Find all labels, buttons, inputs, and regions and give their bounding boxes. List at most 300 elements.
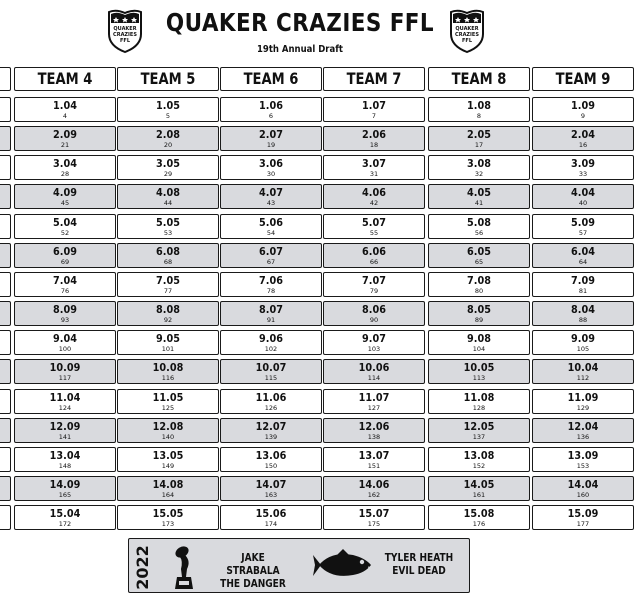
pick-cell bbox=[117, 330, 219, 355]
pick-overall-number: 138 bbox=[367, 432, 381, 441]
pick-round: 10.08 bbox=[152, 361, 184, 375]
pick-round: 4.07 bbox=[259, 186, 283, 200]
pick-cell bbox=[220, 359, 322, 384]
pick-round: 14.07 bbox=[255, 477, 287, 491]
pick-round: 7.09 bbox=[571, 273, 595, 287]
pick-overall-number: 7 bbox=[371, 112, 377, 120]
pick-cell bbox=[0, 476, 11, 501]
pick-round: 9.09 bbox=[571, 332, 595, 346]
pick-cell bbox=[117, 476, 219, 501]
pick-overall-number: 55 bbox=[369, 228, 379, 237]
pick-overall-number: 19 bbox=[266, 141, 276, 150]
pick-overall-number: 57 bbox=[578, 228, 588, 237]
pick-cell bbox=[323, 359, 425, 384]
pick-cell bbox=[14, 418, 116, 443]
team-header bbox=[220, 67, 322, 91]
pick-cell bbox=[14, 184, 116, 209]
pick-cell bbox=[220, 214, 322, 239]
pick-round: 2.09 bbox=[53, 128, 77, 142]
pick-round: 3.04 bbox=[53, 157, 77, 171]
pick-cell bbox=[220, 476, 322, 501]
svg-text:FFL: FFL bbox=[461, 38, 473, 44]
pick-round: 14.09 bbox=[49, 477, 81, 491]
pick-round: 1.08 bbox=[467, 99, 491, 112]
pick-overall-number: 66 bbox=[369, 257, 379, 266]
pick-round: 11.09 bbox=[567, 390, 599, 404]
pick-overall-number: 141 bbox=[58, 432, 72, 441]
pick-round: 12.05 bbox=[463, 419, 495, 433]
pick-overall-number: 173 bbox=[161, 520, 175, 529]
pick-round: 10.06 bbox=[358, 361, 390, 375]
pick-cell bbox=[532, 155, 634, 180]
pick-cell bbox=[14, 359, 116, 384]
pick-cell bbox=[117, 301, 219, 326]
pick-round: 12.06 bbox=[358, 419, 390, 433]
pick-cell bbox=[532, 389, 634, 414]
pick-overall-number: 41 bbox=[474, 199, 484, 208]
pick-cell bbox=[323, 214, 425, 239]
pick-cell bbox=[323, 126, 425, 151]
pick-cell bbox=[220, 184, 322, 209]
pick-overall-number: 139 bbox=[264, 432, 278, 441]
pick-overall-number: 17 bbox=[474, 141, 484, 150]
pick-cell bbox=[323, 301, 425, 326]
pick-round: 7.04 bbox=[53, 273, 77, 287]
pick-round: 4.05 bbox=[467, 186, 491, 200]
pick-round: 11.07 bbox=[358, 390, 390, 404]
pick-round: 4.06 bbox=[362, 186, 386, 200]
pick-cell bbox=[14, 243, 116, 268]
pick-cell bbox=[323, 447, 425, 472]
pick-cell bbox=[0, 155, 11, 180]
pick-cell bbox=[428, 330, 530, 355]
pick-overall-number: 113 bbox=[472, 374, 486, 383]
pick-overall-number: 140 bbox=[161, 432, 175, 441]
pick-cell bbox=[532, 359, 634, 384]
pick-round: 4.04 bbox=[571, 186, 595, 200]
pick-round: 6.06 bbox=[362, 244, 386, 258]
pick-cell bbox=[220, 447, 322, 472]
pick-cell bbox=[323, 505, 425, 530]
pick-round: 1.04 bbox=[53, 99, 77, 112]
pick-cell bbox=[14, 214, 116, 239]
pick-cell bbox=[117, 97, 219, 122]
pick-cell bbox=[220, 418, 322, 443]
pick-round: 2.05 bbox=[467, 128, 491, 142]
pick-overall-number: 125 bbox=[161, 403, 175, 412]
pick-round: 6.08 bbox=[156, 244, 180, 258]
page-title: QUAKER CRAZIES FFL bbox=[165, 8, 435, 37]
pick-overall-number: 93 bbox=[60, 316, 70, 325]
pick-overall-number: 163 bbox=[264, 490, 278, 499]
pick-round: 13.07 bbox=[358, 448, 390, 462]
pick-cell bbox=[220, 301, 322, 326]
pick-cell bbox=[0, 505, 11, 530]
last-place-team: EVIL DEAD bbox=[392, 565, 446, 577]
pick-overall-number: 67 bbox=[266, 257, 276, 266]
pick-round: 8.06 bbox=[362, 303, 386, 317]
pick-overall-number: 76 bbox=[60, 286, 70, 295]
champion-name: JAKE STRABALA bbox=[226, 552, 280, 577]
pick-round: 15.07 bbox=[358, 507, 390, 521]
pick-cell bbox=[428, 418, 530, 443]
pick-cell bbox=[0, 389, 11, 414]
pick-round: 15.06 bbox=[255, 507, 287, 521]
pick-overall-number: 90 bbox=[369, 316, 379, 325]
pick-cell bbox=[14, 476, 116, 501]
pick-round: 3.07 bbox=[362, 157, 386, 171]
pick-round: 7.05 bbox=[156, 273, 180, 287]
pick-round: 6.07 bbox=[259, 244, 283, 258]
pick-round: 10.09 bbox=[49, 361, 81, 375]
pick-overall-number: 81 bbox=[578, 286, 588, 295]
trophy-icon bbox=[169, 543, 199, 591]
pick-overall-number: 100 bbox=[58, 345, 72, 354]
header bbox=[0, 0, 600, 66]
pick-round: 7.06 bbox=[259, 273, 283, 287]
svg-text:QUAKER: QUAKER bbox=[455, 26, 479, 32]
pick-overall-number: 79 bbox=[369, 286, 379, 295]
pick-cell bbox=[0, 243, 11, 268]
pick-overall-number: 68 bbox=[163, 257, 173, 266]
pick-cell bbox=[14, 447, 116, 472]
pick-cell bbox=[428, 301, 530, 326]
pick-overall-number: 56 bbox=[474, 228, 484, 237]
pick-overall-number: 103 bbox=[367, 345, 381, 354]
pick-overall-number: 177 bbox=[576, 520, 590, 529]
team-name: TEAM 9 bbox=[555, 69, 611, 88]
pick-overall-number: 77 bbox=[163, 286, 173, 295]
pick-overall-number: 53 bbox=[163, 228, 173, 237]
league-shield-logo bbox=[448, 8, 486, 54]
pick-overall-number: 31 bbox=[369, 170, 379, 179]
pick-overall-number: 176 bbox=[472, 520, 486, 529]
pick-round: 7.08 bbox=[467, 273, 491, 287]
pick-cell bbox=[428, 272, 530, 297]
pick-round: 10.05 bbox=[463, 361, 495, 375]
pick-round: 9.05 bbox=[156, 332, 180, 346]
pick-overall-number: 160 bbox=[576, 490, 590, 499]
pick-overall-number: 4 bbox=[62, 112, 68, 120]
pick-overall-number: 126 bbox=[264, 403, 278, 412]
pick-round: 2.08 bbox=[156, 128, 180, 142]
pick-round: 13.09 bbox=[567, 448, 599, 462]
pick-round: 15.09 bbox=[567, 507, 599, 521]
pick-round: 14.08 bbox=[152, 477, 184, 491]
pick-overall-number: 16 bbox=[578, 141, 588, 150]
pick-cell bbox=[428, 126, 530, 151]
pick-round: 3.06 bbox=[259, 157, 283, 171]
pick-cell bbox=[0, 330, 11, 355]
pick-round: 9.07 bbox=[362, 332, 386, 346]
pick-cell bbox=[323, 184, 425, 209]
pick-overall-number: 127 bbox=[367, 403, 381, 412]
pick-round: 3.09 bbox=[571, 157, 595, 171]
pick-cell bbox=[323, 243, 425, 268]
pick-overall-number: 124 bbox=[58, 403, 72, 412]
pick-cell bbox=[14, 97, 116, 122]
pick-cell bbox=[532, 214, 634, 239]
pick-round: 11.06 bbox=[255, 390, 287, 404]
pick-round: 14.05 bbox=[463, 477, 495, 491]
champion-year: 2022 bbox=[132, 544, 152, 590]
pick-cell bbox=[0, 126, 11, 151]
pick-cell bbox=[532, 447, 634, 472]
pick-round: 10.07 bbox=[255, 361, 287, 375]
pick-round: 5.04 bbox=[53, 215, 77, 229]
svg-text:QUAKER: QUAKER bbox=[113, 26, 137, 32]
pick-overall-number: 175 bbox=[367, 520, 381, 529]
pick-round: 1.07 bbox=[362, 99, 386, 112]
pick-cell bbox=[428, 243, 530, 268]
pick-cell bbox=[428, 184, 530, 209]
pick-round: 11.05 bbox=[152, 390, 184, 404]
pick-overall-number: 69 bbox=[60, 257, 70, 266]
team-name: TEAM 6 bbox=[243, 69, 299, 88]
pick-cell bbox=[428, 389, 530, 414]
pick-round: 5.05 bbox=[156, 215, 180, 229]
pick-cell bbox=[117, 359, 219, 384]
pick-round: 13.06 bbox=[255, 448, 287, 462]
pick-cell bbox=[117, 155, 219, 180]
pick-round: 13.05 bbox=[152, 448, 184, 462]
pick-overall-number: 116 bbox=[161, 374, 175, 383]
pick-cell bbox=[14, 389, 116, 414]
pick-cell bbox=[323, 155, 425, 180]
pick-overall-number: 164 bbox=[161, 490, 175, 499]
pick-overall-number: 161 bbox=[472, 490, 486, 499]
pick-cell bbox=[532, 330, 634, 355]
pick-overall-number: 20 bbox=[163, 141, 173, 150]
pick-round: 9.04 bbox=[53, 332, 77, 346]
pick-round: 1.06 bbox=[259, 99, 283, 112]
pick-cell bbox=[428, 97, 530, 122]
pick-overall-number: 137 bbox=[472, 432, 486, 441]
pick-overall-number: 28 bbox=[60, 170, 70, 179]
pick-cell bbox=[220, 330, 322, 355]
pick-overall-number: 32 bbox=[474, 170, 484, 179]
pick-cell bbox=[532, 97, 634, 122]
pick-cell bbox=[532, 505, 634, 530]
pick-round: 8.04 bbox=[571, 303, 595, 317]
pick-cell bbox=[323, 389, 425, 414]
svg-text:CRAZIES: CRAZIES bbox=[455, 32, 479, 38]
pick-cell bbox=[117, 243, 219, 268]
pick-round: 6.05 bbox=[467, 244, 491, 258]
pick-overall-number: 44 bbox=[163, 199, 173, 208]
pick-overall-number: 101 bbox=[161, 345, 175, 354]
pick-round: 6.04 bbox=[571, 244, 595, 258]
pick-round: 8.05 bbox=[467, 303, 491, 317]
pick-cell bbox=[532, 301, 634, 326]
pick-round: 10.04 bbox=[567, 361, 599, 375]
pick-overall-number: 8 bbox=[476, 112, 482, 120]
pick-round: 9.06 bbox=[259, 332, 283, 346]
pick-overall-number: 88 bbox=[578, 316, 588, 325]
pick-cell bbox=[532, 184, 634, 209]
pick-overall-number: 102 bbox=[264, 345, 278, 354]
pick-round: 1.05 bbox=[156, 99, 180, 112]
pick-round: 5.09 bbox=[571, 215, 595, 229]
pick-cell bbox=[532, 126, 634, 151]
pick-cell bbox=[14, 155, 116, 180]
pick-round: 9.08 bbox=[467, 332, 491, 346]
pick-cell bbox=[428, 476, 530, 501]
pick-cell bbox=[14, 330, 116, 355]
pick-cell bbox=[0, 272, 11, 297]
pick-overall-number: 18 bbox=[369, 141, 379, 150]
pick-overall-number: 33 bbox=[578, 170, 588, 179]
team-name: TEAM 4 bbox=[37, 69, 93, 88]
team-name: TEAM 8 bbox=[451, 69, 507, 88]
pick-cell bbox=[220, 243, 322, 268]
svg-text:FFL: FFL bbox=[119, 38, 131, 44]
pick-overall-number: 165 bbox=[58, 490, 72, 499]
pick-overall-number: 152 bbox=[472, 461, 486, 470]
pick-round: 14.06 bbox=[358, 477, 390, 491]
pick-overall-number: 43 bbox=[266, 199, 276, 208]
pick-overall-number: 117 bbox=[58, 374, 72, 383]
pick-overall-number: 21 bbox=[60, 141, 70, 150]
pick-overall-number: 128 bbox=[472, 403, 486, 412]
pick-round: 1.09 bbox=[571, 99, 595, 112]
pick-round: 15.08 bbox=[463, 507, 495, 521]
pick-overall-number: 52 bbox=[60, 228, 70, 237]
pick-round: 4.08 bbox=[156, 186, 180, 200]
pick-cell bbox=[323, 97, 425, 122]
pick-cell bbox=[0, 214, 11, 239]
pick-cell bbox=[428, 505, 530, 530]
pick-cell bbox=[428, 214, 530, 239]
team-name: TEAM 7 bbox=[346, 69, 402, 88]
pick-cell bbox=[0, 184, 11, 209]
pick-overall-number: 112 bbox=[576, 374, 590, 383]
pick-overall-number: 149 bbox=[161, 461, 175, 470]
pick-cell bbox=[220, 126, 322, 151]
pick-overall-number: 151 bbox=[367, 461, 381, 470]
pick-overall-number: 89 bbox=[474, 316, 484, 325]
pick-cell bbox=[323, 476, 425, 501]
pick-overall-number: 6 bbox=[268, 112, 274, 120]
pick-round: 11.08 bbox=[463, 390, 495, 404]
pick-cell bbox=[0, 447, 11, 472]
pick-round: 13.04 bbox=[49, 448, 81, 462]
pick-round: 11.04 bbox=[49, 390, 81, 404]
pick-overall-number: 65 bbox=[474, 257, 484, 266]
champion-box bbox=[128, 538, 470, 593]
pick-overall-number: 9 bbox=[580, 112, 586, 120]
pick-overall-number: 162 bbox=[367, 490, 381, 499]
pick-round: 12.04 bbox=[567, 419, 599, 433]
pick-cell bbox=[532, 243, 634, 268]
pick-cell bbox=[117, 272, 219, 297]
pick-overall-number: 78 bbox=[266, 286, 276, 295]
pick-round: 5.07 bbox=[362, 215, 386, 229]
pick-round: 2.04 bbox=[571, 128, 595, 142]
pick-overall-number: 42 bbox=[369, 199, 379, 208]
pick-round: 3.05 bbox=[156, 157, 180, 171]
pick-overall-number: 174 bbox=[264, 520, 278, 529]
svg-text:CRAZIES: CRAZIES bbox=[113, 32, 137, 38]
pick-cell bbox=[0, 418, 11, 443]
pick-cell bbox=[0, 359, 11, 384]
pick-overall-number: 136 bbox=[576, 432, 590, 441]
fish-icon bbox=[313, 549, 375, 581]
team-name: TEAM 5 bbox=[140, 69, 196, 88]
pick-round: 6.09 bbox=[53, 244, 77, 258]
pick-cell bbox=[428, 447, 530, 472]
pick-overall-number: 80 bbox=[474, 286, 484, 295]
champion-team: THE DANGER bbox=[220, 578, 286, 590]
pick-overall-number: 40 bbox=[578, 199, 588, 208]
last-place-label bbox=[383, 552, 455, 578]
pick-overall-number: 91 bbox=[266, 316, 276, 325]
pick-overall-number: 54 bbox=[266, 228, 276, 237]
pick-round: 5.08 bbox=[467, 215, 491, 229]
pick-cell bbox=[323, 418, 425, 443]
pick-cell bbox=[117, 505, 219, 530]
pick-round: 12.07 bbox=[255, 419, 287, 433]
pick-round: 8.09 bbox=[53, 303, 77, 317]
pick-cell bbox=[117, 126, 219, 151]
pick-round: 15.04 bbox=[49, 507, 81, 521]
pick-overall-number: 29 bbox=[163, 170, 173, 179]
team-header bbox=[428, 67, 530, 91]
pick-cell bbox=[117, 389, 219, 414]
pick-overall-number: 172 bbox=[58, 520, 72, 529]
pick-round: 2.07 bbox=[259, 128, 283, 142]
pick-overall-number: 114 bbox=[367, 374, 381, 383]
pick-cell bbox=[14, 301, 116, 326]
pick-overall-number: 64 bbox=[578, 257, 588, 266]
pick-cell bbox=[428, 359, 530, 384]
pick-cell bbox=[0, 301, 11, 326]
pick-overall-number: 148 bbox=[58, 461, 72, 470]
pick-overall-number: 45 bbox=[60, 199, 70, 208]
pick-cell bbox=[220, 155, 322, 180]
pick-round: 8.07 bbox=[259, 303, 283, 317]
pick-cell bbox=[117, 418, 219, 443]
pick-round: 7.07 bbox=[362, 273, 386, 287]
pick-cell bbox=[220, 272, 322, 297]
pick-round: 15.05 bbox=[152, 507, 184, 521]
pick-round: 3.08 bbox=[467, 157, 491, 171]
pick-cell bbox=[117, 184, 219, 209]
pick-round: 5.06 bbox=[259, 215, 283, 229]
pick-cell bbox=[532, 272, 634, 297]
pick-cell bbox=[14, 505, 116, 530]
pick-cell bbox=[117, 447, 219, 472]
team-header bbox=[323, 67, 425, 91]
pick-cell bbox=[532, 476, 634, 501]
team-header bbox=[14, 67, 116, 91]
team-header bbox=[0, 67, 11, 91]
pick-overall-number: 92 bbox=[163, 316, 173, 325]
pick-round: 12.08 bbox=[152, 419, 184, 433]
page-subtitle: 19th Annual Draft bbox=[256, 44, 343, 55]
pick-cell bbox=[323, 272, 425, 297]
pick-round: 14.04 bbox=[567, 477, 599, 491]
pick-round: 13.08 bbox=[463, 448, 495, 462]
pick-overall-number: 104 bbox=[472, 345, 486, 354]
pick-cell bbox=[220, 97, 322, 122]
pick-overall-number: 105 bbox=[576, 345, 590, 354]
pick-round: 8.08 bbox=[156, 303, 180, 317]
pick-cell bbox=[220, 505, 322, 530]
pick-cell bbox=[428, 155, 530, 180]
pick-overall-number: 153 bbox=[576, 461, 590, 470]
pick-cell bbox=[117, 214, 219, 239]
